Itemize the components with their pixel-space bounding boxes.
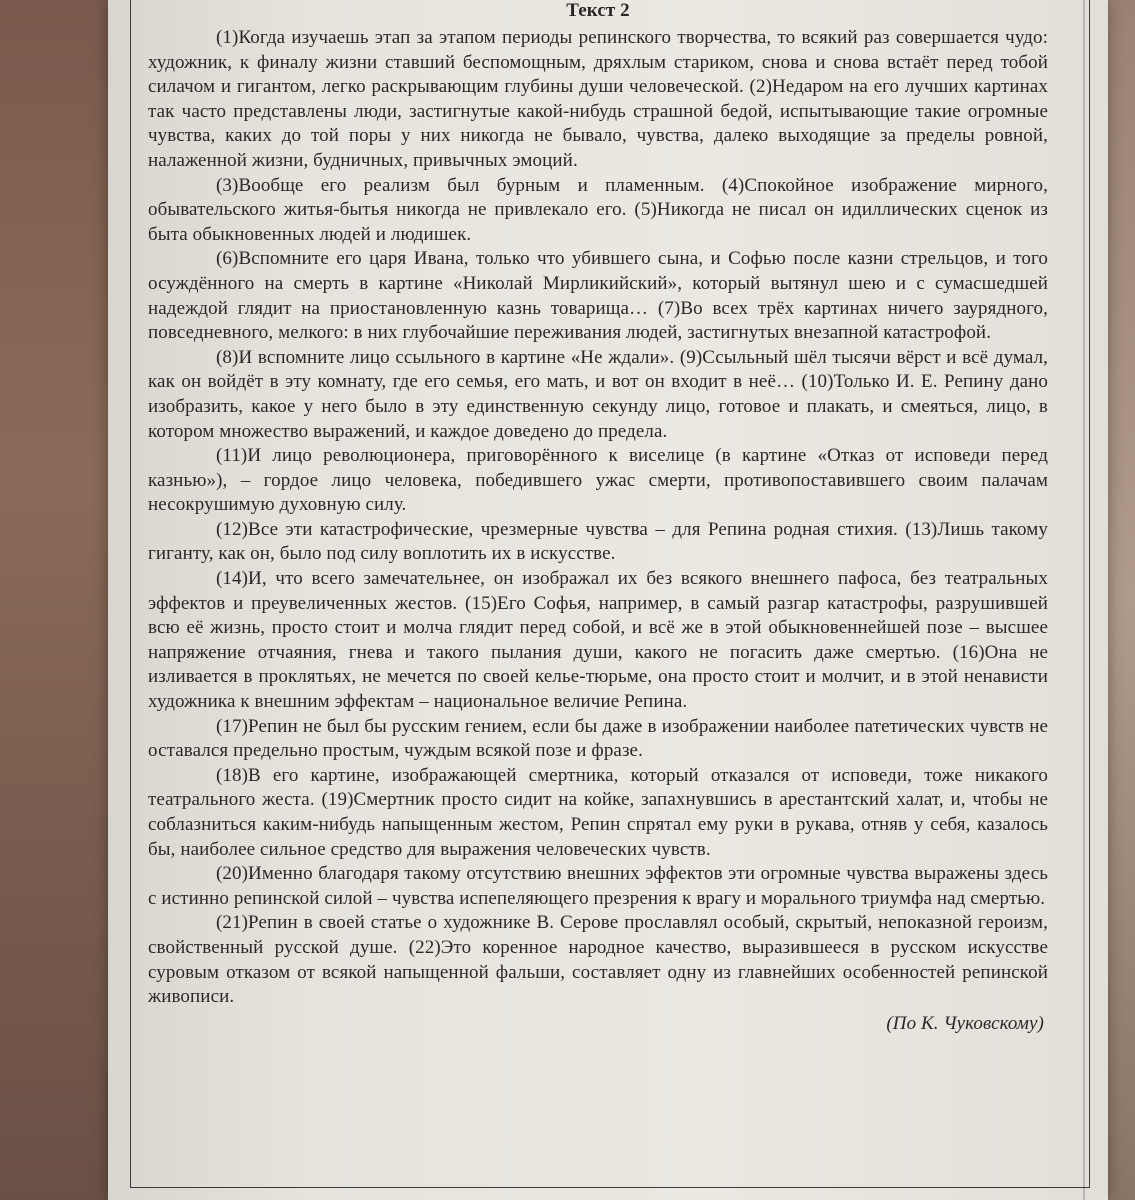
attribution: (По К. Чуковскому) xyxy=(886,1012,1044,1034)
paragraph-3: (6)Вспомните его царя Ивана, только что убившего сына, и Софью после казни стрельцов, и того осуждённого на смерть в картине «Николай Мирликийский», который вытянул шею и с сумасшедшей надеждой глядит на приостановленную казнь товарища… (7)Во всех трёх картинах ничего заурядного, повседневного, мелкого: в них глубочайшие переживания людей, застигнутых внезапной катастрофой. xyxy=(148,248,1048,344)
paragraph-2: (3)Вообще его реализм был бурным и пламенным. (4)Спокойное изображение мирного, обывательского житья-бытья никогда не привлекало его. (5)Никогда не писал он идиллических сценок из быта обыкновенных людей и людишек. xyxy=(148,174,1048,245)
paragraph-8: (17)Репин не был бы русским гением, если бы даже в изображении наиболее патетических чувств не оставался предельно простым, чуждым всякой позе и фразе. xyxy=(148,715,1048,762)
paper-sheet xyxy=(108,0,1108,1200)
paragraph-10: (20)Именно благодаря такому отсутствию внешних эффектов эти огромные чувства выражены здесь с истинно репинской силой – чувства испепеляющего презрения к врагу и морального триумфа над смертью. xyxy=(148,863,1048,909)
paragraph-7: (14)И, что всего замечательнее, он изображал их без всякого внешнего пафоса, без театральных эффектов и преувеличенных жестов. (15)Его Софья, например, в самый разгар катастрофы, разрушившей всю её жизнь, просто стоит и молча глядит перед собой, и всё же в этой обыкновеннейшей позе – высшее напряжение отчаяния, гнева и такого пылания души, какого не погасить даже смертью. (16)Она не изливается в проклятьях, не мечется по своей келье-тюрьме, она просто стоит и молчит, и в этой ненависти художника к внешним эффектам – национальное величие Репина. xyxy=(148,568,1048,713)
paragraph-1: (1)Когда изучаешь этап за этапом периоды репинского творчества, то всякий раз совершается чудо: художник, к финалу жизни ставший беспомощным, дряхлым стариком, снова и снова встаёт перед тобой силачом и гигантом, легко раскрывающим глубины души человеческой. (2)Недаром на его лучших картинах так часто представлены люди, застигнутые какой-нибудь страшной бедой, испытывающие такие огромные чувства, каких до той поры у них никогда не бывало, чувства, далеко выходящие за пределы ровной, налаженной жизни, будничных, привычных эмоций. xyxy=(148,27,1048,171)
paragraph-5: (11)И лицо революционера, приговорённого к виселице (в картине «Отказ от исповеди перед казнью»), – гордое лицо человека, победившего ужас смерти, противопоставившего своим палачам несокрушимую духовную силу. xyxy=(148,445,1048,516)
paragraph-4: (8)И вспомните лицо ссыльного в картине «Не ждали». (9)Ссыльный шёл тысячи вёрст и всё думал, как он войдёт в эту комнату, где его семья, его мать, и вот он входит в неё… (10)Только И. Е. Репину дано изобразить, какое у него было в эту единственную секунду лицо, готовое и плакать, и смеяться, лицо, в котором множество выражений, и каждое доведено до предела. xyxy=(148,346,1048,442)
paragraph-11: (21)Репин в своей статье о художнике В. Серове прославлял особый, скрытый, непоказной героизм, свойственный русской душе. (22)Это коренное народное качество, выразившееся в русском искусстве суровым отказом от всякой напыщенной фальши, составляет одну из главнейших особенностей репинской живописи. xyxy=(148,912,1048,1008)
text-content xyxy=(148,0,1048,1036)
document-title: Текст 2 xyxy=(566,0,630,21)
paragraph-9: (18)В его картине, изображающей смертника, который отказался от исповеди, тоже никакого театрального жеста. (19)Смертник просто сидит на койке, запахнувшись в арестантский халат, и, чтобы не соблазниться каким-нибудь напыщенным жестом, Репин спрятал ему руки в рукава, отняв у себя, казалось бы, наиболее сильное средство для выражения человеческих чувств. xyxy=(148,764,1048,860)
paragraph-6: (12)Все эти катастрофические, чрезмерные чувства – для Репина родная стихия. (13)Лишь такому гиганту, как он, было под силу воплотить их в искусстве. xyxy=(148,518,1048,565)
paper-fold xyxy=(1083,0,1085,1200)
